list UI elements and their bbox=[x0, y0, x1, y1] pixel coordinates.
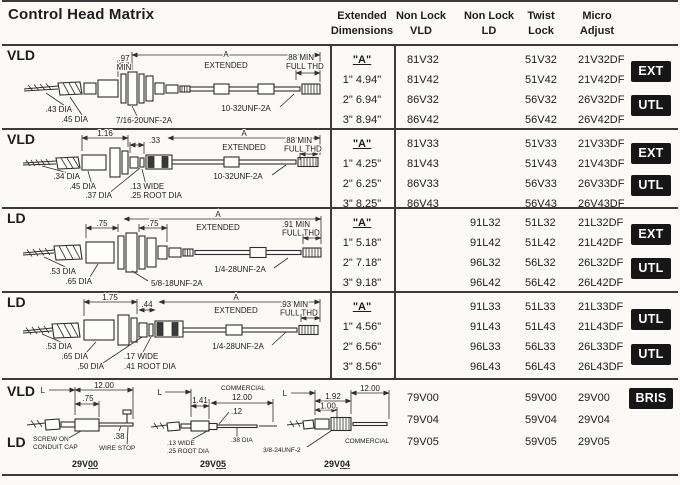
dim-label-13wide: .13 WIDE bbox=[130, 182, 165, 191]
part-number: 51L43 bbox=[525, 321, 556, 333]
row-vld-2 bbox=[0, 128, 680, 210]
part-number: 81V43 bbox=[407, 158, 439, 170]
dims-value: 2" 6.94" bbox=[342, 94, 382, 106]
dim-label-65dia: .65 DIA bbox=[61, 352, 88, 361]
part-number: 56V33 bbox=[525, 178, 557, 190]
note-commercial: COMMERCIAL bbox=[344, 438, 390, 445]
dim-label-88min: .88 MIN bbox=[284, 136, 313, 145]
part-number: 86V42 bbox=[407, 114, 439, 126]
cell-non-lock-ld bbox=[470, 213, 501, 293]
cell-twist-lock bbox=[525, 134, 557, 214]
dim-label-thread-14: 1/4-28UNF-2A bbox=[212, 342, 264, 351]
dim-label-91min: .91 MIN bbox=[282, 220, 311, 229]
drawing-caption-29v04 bbox=[324, 459, 350, 469]
dim-label-thread-716: 7/16-20UNF-2A bbox=[116, 116, 173, 125]
cell-twist-lock bbox=[525, 297, 556, 377]
row-vld-ld-commercial bbox=[0, 378, 680, 474]
part-number: 26V33DF bbox=[578, 178, 625, 190]
note-conduit-cap: CONDUIT CAP bbox=[33, 444, 78, 451]
dim-label-a: A bbox=[233, 293, 239, 302]
dim-label-1200: 12.00 bbox=[359, 384, 381, 393]
cell-micro-adjust bbox=[578, 213, 623, 293]
part-number: 26L42DF bbox=[578, 277, 624, 289]
part-number: 96L43 bbox=[470, 361, 501, 373]
dim-label-175: 1.75 bbox=[102, 293, 118, 302]
row-label: LD bbox=[7, 294, 26, 310]
badge-ext: EXT bbox=[631, 224, 671, 245]
part-number: 91L42 bbox=[470, 237, 501, 249]
dim-label-full-thd: FULL THD bbox=[280, 308, 318, 318]
part-number: 51V43 bbox=[525, 158, 557, 170]
ld-control-head-drawing-2 bbox=[18, 292, 328, 377]
part-number: 91L32 bbox=[470, 217, 501, 229]
part-number: 26V32DF bbox=[578, 94, 625, 106]
note-13-wide: .13 WIDE bbox=[167, 440, 195, 447]
cell-extended-dims bbox=[331, 134, 393, 214]
part-number: 21L43DF bbox=[578, 321, 624, 333]
dims-value: 3" 8.56" bbox=[342, 361, 382, 373]
dim-label-25root: .25 ROOT DIA bbox=[130, 191, 182, 200]
caption-suffix: 00 bbox=[88, 459, 99, 469]
part-number: 81V33 bbox=[407, 138, 439, 150]
dim-label-43dia: .43 DIA bbox=[45, 105, 72, 114]
part-number: 26V42DF bbox=[578, 114, 625, 126]
caption-prefix: 29V bbox=[323, 459, 340, 469]
cell-twist-lock bbox=[525, 213, 556, 293]
row-ld-1 bbox=[0, 207, 680, 291]
cell-micro-adjust bbox=[578, 387, 610, 453]
dim-label-41root: .41 ROOT DIA bbox=[124, 362, 176, 371]
dim-label-thread-1032: 10-32UNF-2A bbox=[213, 172, 263, 181]
part-number: 91L43 bbox=[470, 321, 501, 333]
dim-label-l: L bbox=[282, 389, 287, 398]
badge-ext: EXT bbox=[631, 143, 671, 164]
part-number: 29V04 bbox=[578, 414, 610, 426]
bottom-rule bbox=[2, 474, 678, 476]
dim-label-extended: EXTENDED bbox=[214, 306, 258, 315]
part-number: 51V32 bbox=[525, 54, 557, 66]
dim-label-53dia: .53 DIA bbox=[45, 342, 72, 351]
dim-label-45dia: .45 DIA bbox=[69, 182, 96, 191]
part-number: 86V32 bbox=[407, 94, 439, 106]
ld-control-head-drawing-1 bbox=[18, 208, 328, 290]
top-rule bbox=[2, 0, 678, 2]
part-number: 56V42 bbox=[525, 114, 557, 126]
dims-header: "A" bbox=[352, 138, 372, 150]
badge-utl: UTL bbox=[631, 95, 671, 116]
dim-label-34dia: .34 DIA bbox=[53, 172, 80, 181]
dim-label-min: MIN bbox=[116, 63, 132, 72]
dim-label-12: .12 bbox=[231, 407, 243, 416]
dims-header: "A" bbox=[352, 301, 372, 313]
cell-non-lock-vld bbox=[407, 50, 439, 130]
caption-suffix: 04 bbox=[340, 459, 351, 469]
dim-label-l: L bbox=[40, 386, 45, 395]
part-number: 81V42 bbox=[407, 74, 439, 86]
dim-label-thread-58: 5/8-18UNF-2A bbox=[151, 279, 203, 288]
part-number: 21V33DF bbox=[578, 138, 625, 150]
note-38-dia: .38 DIA bbox=[231, 437, 253, 444]
cell-non-lock-ld bbox=[470, 297, 501, 377]
column-header-extended-dimensions: Extended Dimensions bbox=[330, 10, 394, 37]
badge-utl: UTL bbox=[631, 344, 671, 365]
cell-extended-dims bbox=[331, 50, 393, 130]
dim-label-37dia: .37 DIA bbox=[85, 191, 112, 200]
dim-label-extended: EXTENDED bbox=[196, 223, 240, 232]
cell-micro-adjust bbox=[578, 134, 624, 214]
commercial-control-head-drawings bbox=[15, 379, 400, 473]
dim-label-65dia: .65 DIA bbox=[65, 277, 92, 286]
dim-label-100: 1.00 bbox=[320, 401, 336, 411]
cell-extended-dims bbox=[331, 297, 393, 377]
dims-value: 2" 7.18" bbox=[342, 257, 382, 269]
dim-label-93min: .93 MIN bbox=[280, 300, 309, 309]
part-number: 56V43 bbox=[525, 198, 557, 210]
row-label-ld: LD bbox=[7, 434, 26, 450]
dim-label-extended: EXTENDED bbox=[204, 61, 248, 70]
part-number: 51L42 bbox=[525, 237, 556, 249]
dim-label-1200: 12.00 bbox=[93, 381, 115, 390]
cell-micro-adjust bbox=[578, 297, 623, 377]
note-25-root: .25 ROOT DIA bbox=[167, 448, 210, 455]
dim-label-45dia: .45 DIA bbox=[61, 115, 88, 124]
cell-twist-lock bbox=[525, 387, 557, 453]
part-number: 51L33 bbox=[525, 301, 556, 313]
part-number: 51V33 bbox=[525, 138, 557, 150]
badge-ext: EXT bbox=[631, 61, 671, 82]
part-number: 21L32DF bbox=[578, 217, 624, 229]
vld-control-head-drawing-1 bbox=[18, 45, 328, 125]
vld-control-head-drawing-2 bbox=[18, 129, 328, 204]
dim-label-full-thd: FULL THD bbox=[286, 62, 324, 71]
part-number: 26L32DF bbox=[578, 257, 624, 269]
dim-label-75b: .75 bbox=[147, 219, 159, 228]
dim-label-1200: 12.00 bbox=[231, 393, 253, 402]
row-label: VLD bbox=[7, 131, 35, 147]
column-header-micro-adjust: Micro Adjust bbox=[579, 10, 615, 37]
note-thread-38: 3/8-24UNF-2 bbox=[263, 447, 301, 454]
part-number: 59V00 bbox=[525, 392, 557, 404]
part-number: 21V43DF bbox=[578, 158, 625, 170]
part-number: 86V43 bbox=[407, 198, 439, 210]
cell-non-lock-vld bbox=[407, 134, 439, 214]
dim-label-extended: EXTENDED bbox=[222, 143, 266, 152]
dim-label-88min: .88 MIN bbox=[286, 53, 315, 62]
part-number: 26V43DF bbox=[578, 198, 625, 210]
part-number: 56L33 bbox=[525, 341, 556, 353]
part-number: 29V05 bbox=[578, 436, 610, 448]
dims-value: 2" 6.25" bbox=[342, 178, 382, 190]
dim-label-a: A bbox=[215, 210, 221, 219]
badge-utl: UTL bbox=[631, 309, 671, 330]
drawing-caption-29v05 bbox=[200, 459, 226, 469]
dims-value: 2" 6.56" bbox=[342, 341, 382, 353]
part-number: 96L42 bbox=[470, 277, 501, 289]
dim-label-thread-14: 1/4-28UNF-2A bbox=[214, 265, 266, 274]
dims-value: 1" 4.25" bbox=[342, 158, 382, 170]
dim-label-l: L bbox=[157, 388, 162, 397]
column-header-twist-lock: Twist Lock bbox=[527, 10, 555, 37]
dim-label-17wide: .17 WIDE bbox=[124, 352, 159, 361]
part-number: 81V32 bbox=[407, 54, 439, 66]
dim-label-75: .75 bbox=[82, 394, 94, 403]
note-screw-on: SCREW ON bbox=[33, 436, 69, 443]
dims-value: 3" 9.18" bbox=[342, 277, 382, 289]
part-number: 56V32 bbox=[525, 94, 557, 106]
caption-prefix: 29V bbox=[71, 459, 88, 469]
dims-value: 1" 5.18" bbox=[342, 237, 382, 249]
part-number: 21V32DF bbox=[578, 54, 625, 66]
dims-value: 3" 8.94" bbox=[342, 114, 382, 126]
dims-header: "A" bbox=[352, 217, 372, 229]
dims-value: 1" 4.56" bbox=[342, 321, 382, 333]
part-number: 79V05 bbox=[407, 436, 439, 448]
dim-label-44: .44 bbox=[141, 300, 153, 309]
part-number: 96L32 bbox=[470, 257, 501, 269]
dim-label-75a: .75 bbox=[96, 219, 108, 228]
dim-label-full-thd: FULL THD bbox=[282, 228, 320, 238]
caption-prefix: 29V bbox=[199, 459, 216, 469]
column-header-non-lock-ld: Non Lock LD bbox=[463, 10, 515, 37]
cell-twist-lock bbox=[525, 50, 557, 130]
column-header-non-lock-vld: Non Lock VLD bbox=[395, 10, 447, 37]
dim-label-116: 1.16 bbox=[97, 129, 113, 138]
badge-utl: UTL bbox=[631, 258, 671, 279]
part-number: 56L42 bbox=[525, 277, 556, 289]
page-title: Control Head Matrix bbox=[8, 6, 155, 23]
cell-non-lock-vld bbox=[407, 387, 439, 453]
row-ld-2 bbox=[0, 291, 680, 378]
dim-label-50dia: .50 DIA bbox=[77, 362, 104, 371]
row-label-vld: VLD bbox=[7, 383, 35, 399]
dim-label-a: A bbox=[241, 129, 247, 138]
dim-label-a: A bbox=[223, 50, 229, 59]
badge-utl: UTL bbox=[631, 175, 671, 196]
part-number: 79V04 bbox=[407, 414, 439, 426]
part-number: 21L42DF bbox=[578, 237, 624, 249]
dim-label-141: 1.41 bbox=[192, 396, 208, 405]
badge-bris: BRIS bbox=[629, 388, 673, 409]
part-number: 96L33 bbox=[470, 341, 501, 353]
part-number: 91L33 bbox=[470, 301, 501, 313]
cell-extended-dims bbox=[331, 213, 393, 293]
part-number: 51L32 bbox=[525, 217, 556, 229]
note-commercial: COMMERCIAL bbox=[220, 385, 266, 392]
part-number: 86V33 bbox=[407, 178, 439, 190]
dim-label-53dia: .53 DIA bbox=[49, 267, 76, 276]
row-label: LD bbox=[7, 210, 26, 226]
caption-suffix: 05 bbox=[216, 459, 227, 469]
dims-value: 3" 8.25" bbox=[342, 198, 382, 210]
dims-value: 1" 4.94" bbox=[342, 74, 382, 86]
dim-label-97: .97 bbox=[118, 54, 130, 63]
part-number: 79V00 bbox=[407, 392, 439, 404]
dim-label-38: .38 bbox=[113, 432, 125, 441]
part-number: 21V42DF bbox=[578, 74, 625, 86]
part-number: 29V00 bbox=[578, 392, 610, 404]
part-number: 59V05 bbox=[525, 436, 557, 448]
part-number: 51V42 bbox=[525, 74, 557, 86]
cell-micro-adjust bbox=[578, 50, 624, 130]
row-vld-extended-1 bbox=[0, 44, 680, 128]
dim-label-full-thd: FULL THD bbox=[284, 144, 322, 154]
drawing-geometry bbox=[23, 135, 320, 194]
dim-label-192: 1.92 bbox=[325, 392, 341, 401]
part-number: 21L33DF bbox=[578, 301, 624, 313]
part-number: 56L32 bbox=[525, 257, 556, 269]
dim-label-thread-1032: 10-32UNF-2A bbox=[221, 104, 271, 113]
part-number: 56L43 bbox=[525, 361, 556, 373]
note-wire-stop: WIRE STOP bbox=[99, 445, 136, 452]
part-number: 26L33DF bbox=[578, 341, 624, 353]
dim-label-33: .33 bbox=[149, 136, 161, 145]
part-number: 26L43DF bbox=[578, 361, 624, 373]
dims-header: "A" bbox=[352, 54, 372, 66]
drawing-caption-29v00 bbox=[72, 459, 98, 469]
row-label: VLD bbox=[7, 47, 35, 63]
part-number: 59V04 bbox=[525, 414, 557, 426]
